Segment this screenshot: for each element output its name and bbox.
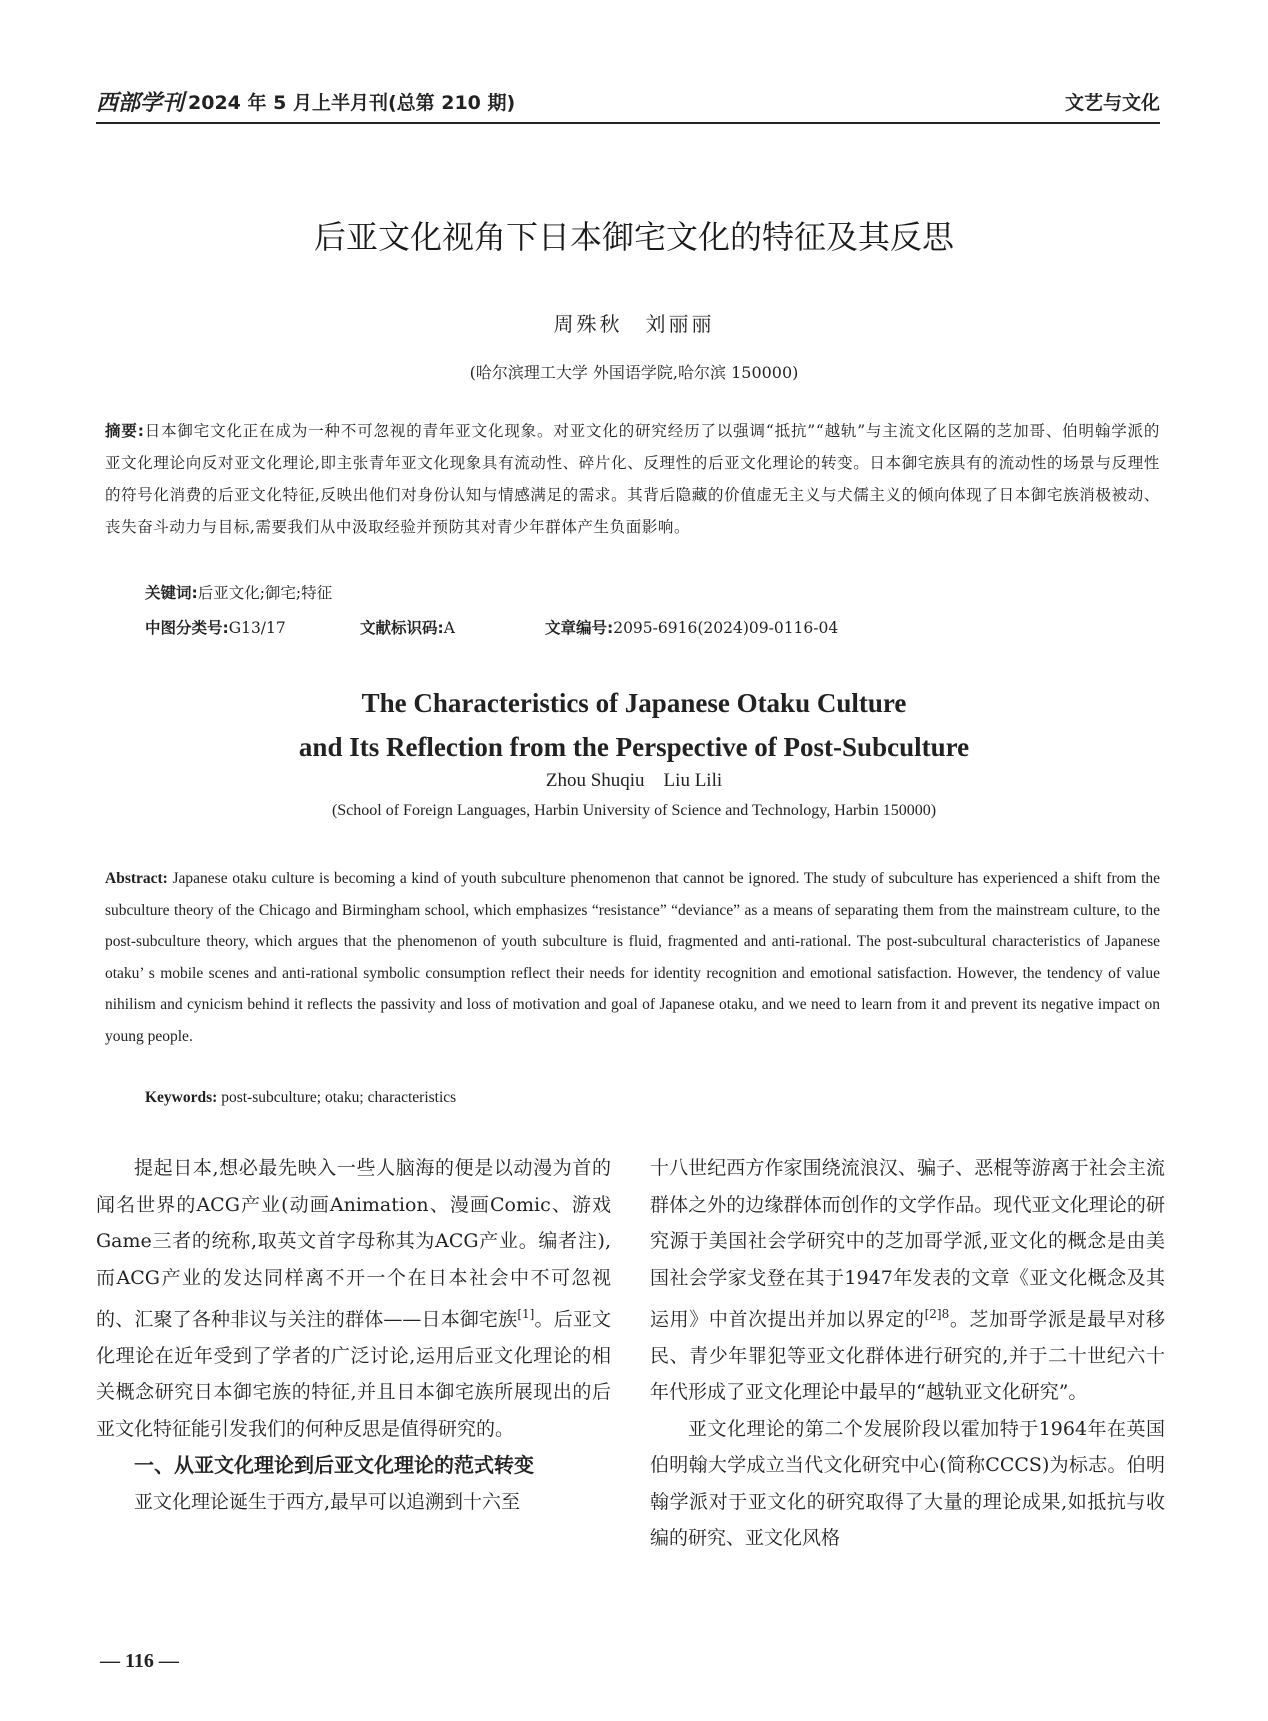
english-affiliation: (School of Foreign Languages, Harbin University of Science and Technology, Harbin 150000) (331, 802, 937, 819)
article-number (545, 616, 838, 638)
section-heading: 一、从亚文化理论到后亚文化理论的范式转变 (134, 1453, 534, 1478)
keywords-cn (145, 581, 332, 603)
body-paragraph: 提起日本,想必最先映入一些人脑海的便是以动漫为首的闻名世界的ACG产业(动画Animation、漫画Comic、游戏Game三者的统称,取英文首字母称其为ACG产业。编者注),而ACG产业的发达同样离不开一个在日本社会中不可忽视的、汇聚了各种非议与关注的群体——日本御宅族[1]。后亚文化理论在近年受到了学者的广泛讨论,运用后亚文化理论的相关概念研究日本御宅族的特征,并且日本御宅族所展现出的后亚文化特征能引发我们的何种反思是值得研究的。 (96, 1157, 611, 1440)
affiliation: (哈尔滨理工大学 外国语学院,哈尔滨 150000) (469, 363, 799, 382)
running-header (96, 86, 1160, 124)
citation: [1] (517, 1307, 535, 1321)
abstract-cn (105, 415, 1160, 543)
body-paragraph: 亚文化理论诞生于西方,最早可以追溯到十六至 (134, 1490, 521, 1513)
doc-label: 文献标识码: (360, 619, 444, 637)
page-number: — 116 — (100, 1650, 179, 1672)
keywords-cn-text: 后亚文化;御宅;特征 (197, 584, 333, 602)
abstract-en-text: Japanese otaku culture is becoming a kind of youth subculture phenomenon that cannot be ignored. The study of subculture has experienced a shift from the subculture theory of the Chicago and Birmingham school, which emphasizes “resistance” “deviance” as a means of separating them from the mainstream culture, to the post-subculture theory, which argues that the phenomenon of youth subculture is fluid, fragmented and anti-rational. The post-subcultural characteristics of Japanese otaku’ s mobile scenes and anti-rational symbolic consumption reflect their needs for identity recognition and emotional satisfaction. However, the tendency of value nihilism and cynicism behind it reflects the passivity and loss of motivation and goal of Japanese otaku, and we need to learn from it and prevent its negative impact on young people. (105, 870, 1161, 1045)
clc-value: G13/17 (228, 619, 286, 637)
abstract-cn-label: 摘要: (105, 422, 145, 440)
issue-info: 2024 年 5 月上半月刊(总第 210 期) (188, 92, 516, 114)
body-paragraph: 亚文化理论的第二个发展阶段以霍加特于1964年在英国伯明翰大学成立当代文化研究中心(简称CCCS)为标志。伯明翰学派对于亚文化的研究取得了大量的理论成果,如抵抗与收编的研究、亚文化风格 (650, 1417, 1165, 1550)
authors: 周殊秋 刘丽丽 (553, 312, 715, 336)
english-title-line2: and Its Reflection from the Perspective of Post-Subculture (298, 732, 970, 762)
keywords-en (145, 1089, 456, 1107)
keywords-en-text: post-subculture; otaku; characteristics (221, 1089, 457, 1106)
journal-logo: 西部学刊 (96, 90, 185, 116)
article-title: 后亚文化视角下日本御宅文化的特征及其反思 (313, 218, 954, 256)
keywords-en-label: Keywords: (145, 1089, 218, 1106)
document-code (360, 616, 455, 638)
abstract-en-label: Abstract: (105, 870, 168, 887)
section-name: 文艺与文化 (1064, 92, 1160, 114)
article-value: 2095-6916(2024)09-0116-04 (613, 619, 839, 637)
english-title (0, 681, 1268, 769)
abstract-cn-text: 日本御宅文化正在成为一种不可忽视的青年亚文化现象。对亚文化的研究经历了以强调“抵抗”“越轨”与主流文化区隔的芝加哥、伯明翰学派的亚文化理论向反对亚文化理论,即主张青年亚文化现象具有流动性、碎片化、反理性的后亚文化理论的转变。日本御宅族具有的流动性的场景与反理性的符号化消费的后亚文化特征,反映出他们对身份认知与情感满足的需求。其背后隐藏的价值虚无主义与犬儒主义的倾向体现了日本御宅族消极被动、丧失奋斗动力与目标,需要我们从中汲取经验并预防其对青少年群体产生负面影响。 (105, 422, 1161, 536)
article-label: 文章编号: (545, 619, 614, 637)
doc-value: A (443, 619, 455, 637)
abstract-en (105, 863, 1160, 1052)
body-column-right (650, 1150, 1165, 1557)
citation: [2]8 (924, 1307, 950, 1321)
english-title-line1: The Characteristics of Japanese Otaku Culture (361, 688, 907, 718)
body-paragraph: 十八世纪西方作家围绕流浪汉、骗子、恶棍等游离于社会主流群体之外的边缘群体而创作的文学作品。现代亚文化理论的研究源于美国社会学研究中的芝加哥学派,亚文化的概念是由美国社会学家戈登在其于1947年发表的文章《亚文化概念及其运用》中首次提出并加以界定的$^{[2]8}$。芝加哥学派是最早对移民、青少年罪犯等亚文化群体进行研究的,并于二十世纪六十年代形成了亚文化理论中最早的“越轨亚文化研究”。 (650, 1157, 1165, 1404)
clc-number (145, 616, 286, 638)
english-authors: Zhou Shuqiu Liu Lili (545, 770, 723, 791)
body-column-left (96, 1150, 611, 1520)
clc-label: 中图分类号: (145, 619, 229, 637)
keywords-cn-label: 关键词: (145, 584, 198, 602)
